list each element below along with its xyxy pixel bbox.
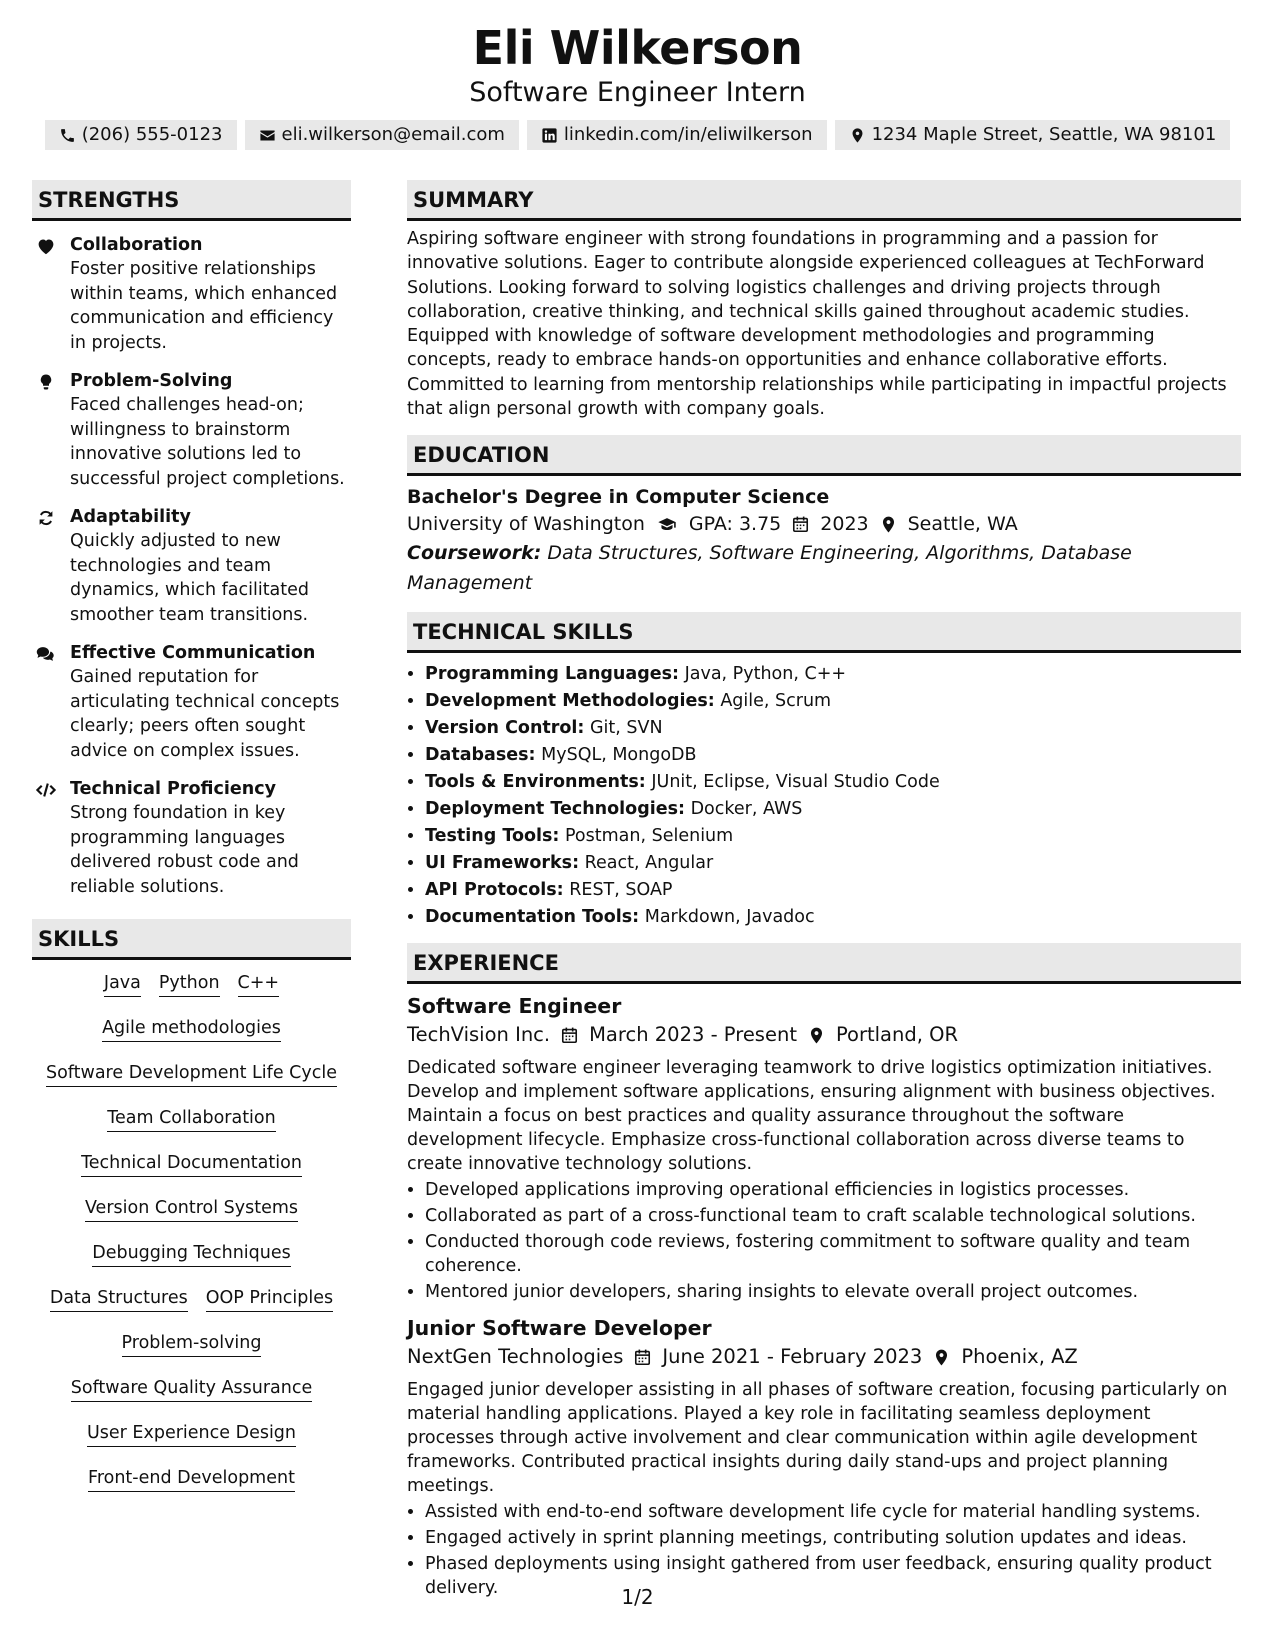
skill-row	[32, 1107, 351, 1132]
right-column	[407, 180, 1241, 1610]
technical-skill-value: REST, SOAP	[569, 880, 673, 901]
skill-tag: Agile methodologies	[102, 1017, 281, 1042]
technical-skill-value: MySQL, MongoDB	[541, 745, 697, 766]
skill-row	[32, 1287, 351, 1312]
job-entry	[407, 992, 1241, 1304]
job-dates: March 2023 - Present	[589, 1023, 797, 1047]
skill-tag: Python	[159, 972, 220, 997]
strength-title: Collaboration	[70, 235, 203, 255]
technical-skill-item	[425, 742, 1241, 769]
company-name: TechVision Inc.	[407, 1023, 551, 1047]
technical-skill-value: Markdown, Javadoc	[644, 907, 815, 928]
resume-body	[32, 180, 1241, 1610]
coursework-text: Data Structures, Software Engineering, Algorithms, Database Management	[407, 542, 1132, 595]
phone-icon	[59, 127, 76, 144]
technical-skill-value: Java, Python, C++	[684, 664, 847, 685]
calendar-icon	[633, 1348, 652, 1367]
technical-skill-label: Version Control:	[425, 718, 585, 739]
skill-tag: User Experience Design	[87, 1422, 296, 1447]
school-name: University of Washington	[407, 513, 645, 536]
strength-item	[32, 233, 351, 355]
skill-tag: Software Development Life Cycle	[46, 1062, 337, 1087]
education-details	[407, 510, 1241, 538]
contact-bar	[0, 120, 1275, 150]
job-meta	[407, 1342, 1241, 1372]
job-dates: June 2021 - February 2023	[662, 1345, 923, 1369]
resume-header	[0, 0, 1275, 150]
technical-skill-label: Programming Languages:	[425, 664, 680, 685]
skill-tag: Front-end Development	[88, 1467, 295, 1492]
skill-row	[32, 1242, 351, 1267]
skill-row	[32, 1377, 351, 1402]
technical-skill-value: React, Angular	[584, 853, 714, 874]
technical-skill-label: Deployment Technologies:	[425, 799, 685, 820]
calendar-icon	[791, 515, 810, 534]
job-bullets	[407, 1178, 1241, 1304]
skills-heading: SKILLS	[32, 919, 351, 960]
job-meta	[407, 1020, 1241, 1050]
calendar-icon	[560, 1026, 579, 1045]
technical-skill-label: UI Frameworks:	[425, 853, 580, 874]
gpa-text: GPA: 3.75	[688, 513, 782, 536]
skill-tag: Version Control Systems	[85, 1197, 298, 1222]
address-text: 1234 Maple Street, Seattle, WA 98101	[871, 124, 1217, 145]
skill-tag: Problem-solving	[122, 1332, 262, 1357]
technical-skill-label: Databases:	[425, 745, 536, 766]
technical-skill-value: Postman, Selenium	[565, 826, 734, 847]
phone-text: (206) 555-0123	[81, 124, 223, 145]
job-bullet: • Assisted with end-to-end software development life cycle for material handling systems.	[425, 1500, 1241, 1524]
graduation-year: 2023	[820, 513, 869, 536]
strength-item	[32, 641, 351, 763]
strength-item	[32, 505, 351, 627]
strength-title: Effective Communication	[70, 643, 316, 663]
technical-skill-item	[425, 661, 1241, 688]
candidate-name: Eli Wilkerson	[472, 21, 803, 75]
skill-tag: Java	[104, 972, 141, 997]
technical-skill-item	[425, 796, 1241, 823]
technical-skills-heading: TECHNICAL SKILLS	[407, 612, 1241, 653]
technical-skill-value: Docker, AWS	[690, 799, 803, 820]
technical-skill-label: Tools & Environments:	[425, 772, 646, 793]
graduation-cap-icon	[655, 515, 679, 534]
technical-skill-item	[425, 715, 1241, 742]
strength-description: Strong foundation in key programming languages delivered robust code and reliable solutions.	[70, 803, 299, 897]
job-title: Junior Software Developer	[407, 1316, 712, 1341]
strength-item	[32, 369, 351, 491]
strength-title: Adaptability	[70, 507, 191, 527]
contact-email[interactable]	[245, 120, 519, 150]
strength-item	[32, 777, 351, 899]
technical-skill-label: Documentation Tools:	[425, 907, 640, 928]
envelope-icon	[259, 127, 276, 144]
linkedin-icon	[541, 127, 558, 144]
sync-icon	[32, 505, 60, 627]
job-title: Software Engineer	[407, 994, 622, 1019]
technical-skill-label: API Protocols:	[425, 880, 564, 901]
summary-text: Aspiring software engineer with strong foundations in programming and a passion for innovative solutions. Eager to contribute alongside experienced colleagues at TechForward Solutions. Looking forward to solving logistics challenges and driving projects through collaboration, creative thinking, and technical skills gained throughout academic studies. Equipped with knowledge of software development methodologies and programming concepts, ready to embrace hands-on opportunities and enhance collaborative efforts. Committed to learning from mentorship relationships while participating in impactful projects that align personal growth with company goals.	[407, 229, 1227, 420]
skills-list	[32, 972, 351, 1492]
technical-skill-value: Git, SVN	[590, 718, 663, 739]
experience-list	[407, 992, 1241, 1600]
skill-tag: C++	[238, 972, 280, 997]
coursework-label: Coursework:	[407, 542, 542, 565]
skill-row	[32, 1062, 351, 1087]
contact-phone[interactable]	[45, 120, 237, 150]
skill-tag: Debugging Techniques	[92, 1242, 291, 1267]
map-marker-icon	[879, 515, 898, 534]
job-bullet: • Collaborated as part of a cross-functional team to craft scalable technological solutions.	[425, 1204, 1241, 1228]
skill-tag: OOP Principles	[206, 1287, 333, 1312]
skill-row	[32, 1422, 351, 1447]
degree-title: Bachelor's Degree in Computer Science	[407, 486, 830, 509]
left-column	[32, 180, 351, 1610]
code-icon	[32, 777, 60, 899]
strength-title: Problem-Solving	[70, 371, 233, 391]
experience-heading: EXPERIENCE	[407, 943, 1241, 984]
job-entry	[407, 1314, 1241, 1600]
job-location: Portland, OR	[835, 1023, 959, 1047]
strength-description: Quickly adjusted to new technologies and team dynamics, which facilitated smoother team transitions.	[70, 531, 310, 625]
linkedin-text: linkedin.com/in/eliwilkerson	[563, 124, 813, 145]
job-description: Engaged junior developer assisting in all phases of software creation, focusing particularly on material handling applications. Played a key role in facilitating seamless deployment processes through active involvement and clear communication within agile development frameworks. Contributed practical insights during daily stand-ups and project planning meetings.	[407, 1380, 1228, 1497]
job-description: Dedicated software engineer leveraging teamwork to drive logistics optimization initiatives. Develop and implement software applications, ensuring alignment with business objectives. Maintain a focus on best practices and quality assurance throughout the software development lifecycle. Emphasize cross-functional collaboration across diverse teams to create innovative technology solutions.	[407, 1058, 1216, 1175]
skill-row	[32, 1017, 351, 1042]
lightbulb-icon	[32, 369, 60, 491]
technical-skill-value: JUnit, Eclipse, Visual Studio Code	[651, 772, 940, 793]
comments-icon	[32, 641, 60, 763]
job-bullet: • Phased deployments using insight gathered from user feedback, ensuring quality product delivery.	[425, 1552, 1241, 1600]
strength-description: Gained reputation for articulating technical concepts clearly; peers often sought advice on complex issues.	[70, 667, 340, 761]
job-location: Phoenix, AZ	[961, 1345, 1078, 1369]
technical-skill-label: Testing Tools:	[425, 826, 560, 847]
strength-description: Foster positive relationships within teams, which enhanced communication and efficiency in projects.	[70, 259, 338, 353]
skill-tag: Software Quality Assurance	[71, 1377, 313, 1402]
strength-description: Faced challenges head-on; willingness to brainstorm innovative solutions led to successful project completions.	[70, 395, 345, 489]
map-marker-icon	[932, 1348, 951, 1367]
strength-title: Technical Proficiency	[70, 779, 276, 799]
skill-row	[32, 1332, 351, 1357]
email-text: eli.wilkerson@email.com	[281, 124, 505, 145]
company-name: NextGen Technologies	[407, 1345, 624, 1369]
job-bullet: • Mentored junior developers, sharing insights to elevate overall project outcomes.	[425, 1280, 1241, 1304]
strengths-list	[32, 233, 351, 899]
coursework	[407, 538, 1241, 598]
technical-skills-list	[407, 661, 1241, 931]
contact-address[interactable]	[835, 120, 1231, 150]
technical-skill-item	[425, 877, 1241, 904]
skill-tag: Technical Documentation	[81, 1152, 302, 1177]
technical-skill-item	[425, 823, 1241, 850]
skill-tag: Data Structures	[50, 1287, 188, 1312]
strengths-heading: STRENGTHS	[32, 180, 351, 221]
education-heading: EDUCATION	[407, 435, 1241, 476]
candidate-title: Software Engineer Intern	[469, 77, 806, 108]
technical-skill-item	[425, 850, 1241, 877]
map-marker-icon	[807, 1026, 826, 1045]
page-number: 1/2	[621, 1585, 654, 1609]
skill-tag: Team Collaboration	[107, 1107, 275, 1132]
skill-row	[32, 1467, 351, 1492]
job-bullet: • Engaged actively in sprint planning meetings, contributing solution updates and ideas.	[425, 1526, 1241, 1550]
education-location: Seattle, WA	[907, 513, 1018, 536]
technical-skill-item	[425, 688, 1241, 715]
skill-row	[32, 1197, 351, 1222]
summary-heading: SUMMARY	[407, 180, 1241, 221]
technical-skill-value: Agile, Scrum	[720, 691, 832, 712]
skill-row	[32, 1152, 351, 1177]
map-marker-icon	[849, 127, 866, 144]
job-bullet: • Conducted thorough code reviews, fostering commitment to software quality and team coherence.	[425, 1230, 1241, 1278]
skill-row	[32, 972, 351, 997]
contact-linkedin[interactable]	[527, 120, 827, 150]
technical-skill-label: Development Methodologies:	[425, 691, 715, 712]
job-bullet: • Developed applications improving operational efficiencies in logistics processes.	[425, 1178, 1241, 1202]
heart-icon	[32, 233, 60, 355]
technical-skill-item	[425, 769, 1241, 796]
technical-skill-item	[425, 904, 1241, 931]
